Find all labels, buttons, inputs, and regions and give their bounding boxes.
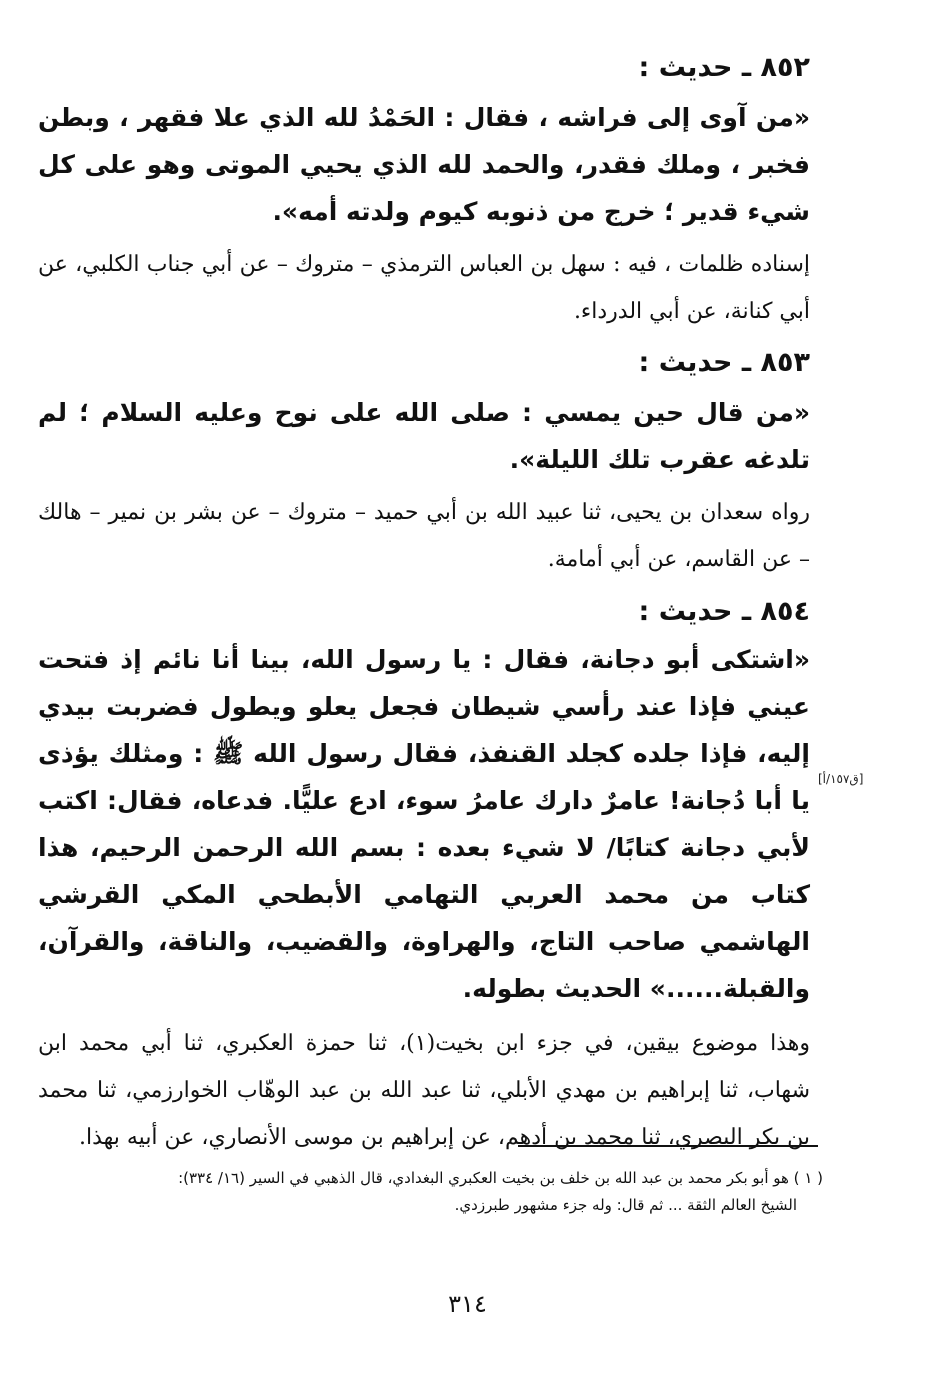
manuscript-folio-reference: [ق١٥٧/أ] <box>818 772 864 786</box>
hadith-854-heading: ٨٥٤ ـ حديث : <box>638 596 810 627</box>
footnote-separator <box>518 1145 818 1147</box>
page-number: ٣١٤ <box>448 1290 487 1318</box>
hadith-852-heading: ٨٥٢ ـ حديث : <box>638 52 810 83</box>
footnote <box>38 1165 823 1219</box>
footnote-line-1: ( ١ ) هو أبو بكر محمد بن عبد الله بن خلف بن بخيت العكبري البغدادي، قال الذهبي في السير (١٦/ ٣٣٤): <box>178 1169 823 1187</box>
hadith-854 <box>38 592 810 1161</box>
footnote-line-2: الشيخ العالم الثقة ... ثم قال: وله جزء مشهور طبرزدي. <box>454 1196 797 1214</box>
hadith-853-text: «من قال حين يمسي : صلى الله على نوح وعليه السلام ؛ لم تلدغه عقرب تلك الليلة». <box>38 398 810 474</box>
hadith-854-note: وهذا موضوع بيقين، في جزء ابن بخيت(١)، ثنا حمزة العكبري، ثنا أبي محمد ابن شهاب، ثنا إبراهيم بن مهدي الأبلي، ثنا عبد الله بن عبد الوهّاب الخوارزمي، ثنا محمد بن بكر البصري، ثنا محمد بن أدهم، عن إبراهيم بن موسى الأنصاري، عن أبيه بهذا. <box>38 1031 810 1150</box>
hadith-852-note: إسناده ظلمات ، فيه : سهل بن العباس الترمذي – متروك – عن أبي جناب الكلبي، عن أبي كنانة، عن أبي الدرداء. <box>38 252 810 324</box>
hadith-853-heading: ٨٥٣ ـ حديث : <box>638 347 810 378</box>
hadith-853-note: رواه سعدان بن يحيى، ثنا عبيد الله بن أبي حميد – متروك – عن بشر بن نمير – هالك – عن القاسم، عن أبي أمامة. <box>38 500 810 572</box>
hadith-854-text: «اشتكى أبو دجانة، فقال : يا رسول الله، بينا أنا نائم إذ فتحت عيني فإذا عند رأسي شيطان فجعل يعلو ويطول فضربت بيدي إليه، فإذا جلده كجلد القنفذ، فقال رسول الله ﷺ : ومثلك يؤذى يا أبا دُجانة! عامرٌ دارك عامرُ سوء، ادع عليًّا. فدعاه، فقال: اكتب لأبي دجانة كتابًا/ لا شيء بعده : بسم الله الرحمن الرحيم، هذا كتاب من محمد العربي التهامي الأبطحي المكي القرشي الهاشمي صاحب التاج، والهراوة، والقضيب، والناقة، والقرآن، والقبلة......» الحديث بطوله. <box>38 645 810 1003</box>
hadith-852 <box>38 48 810 335</box>
hadith-852-text: «من آوى إلى فراشه ، فقال : الحَمْدُ لله الذي علا فقهر ، وبطن فخبر ، وملك فقدر، والحمد لله الذي يحيي الموتى وهو على كل شيء قدير ؛ خرج من ذنوبه كيوم ولدته أمه». <box>38 103 810 226</box>
hadith-853 <box>38 343 810 583</box>
